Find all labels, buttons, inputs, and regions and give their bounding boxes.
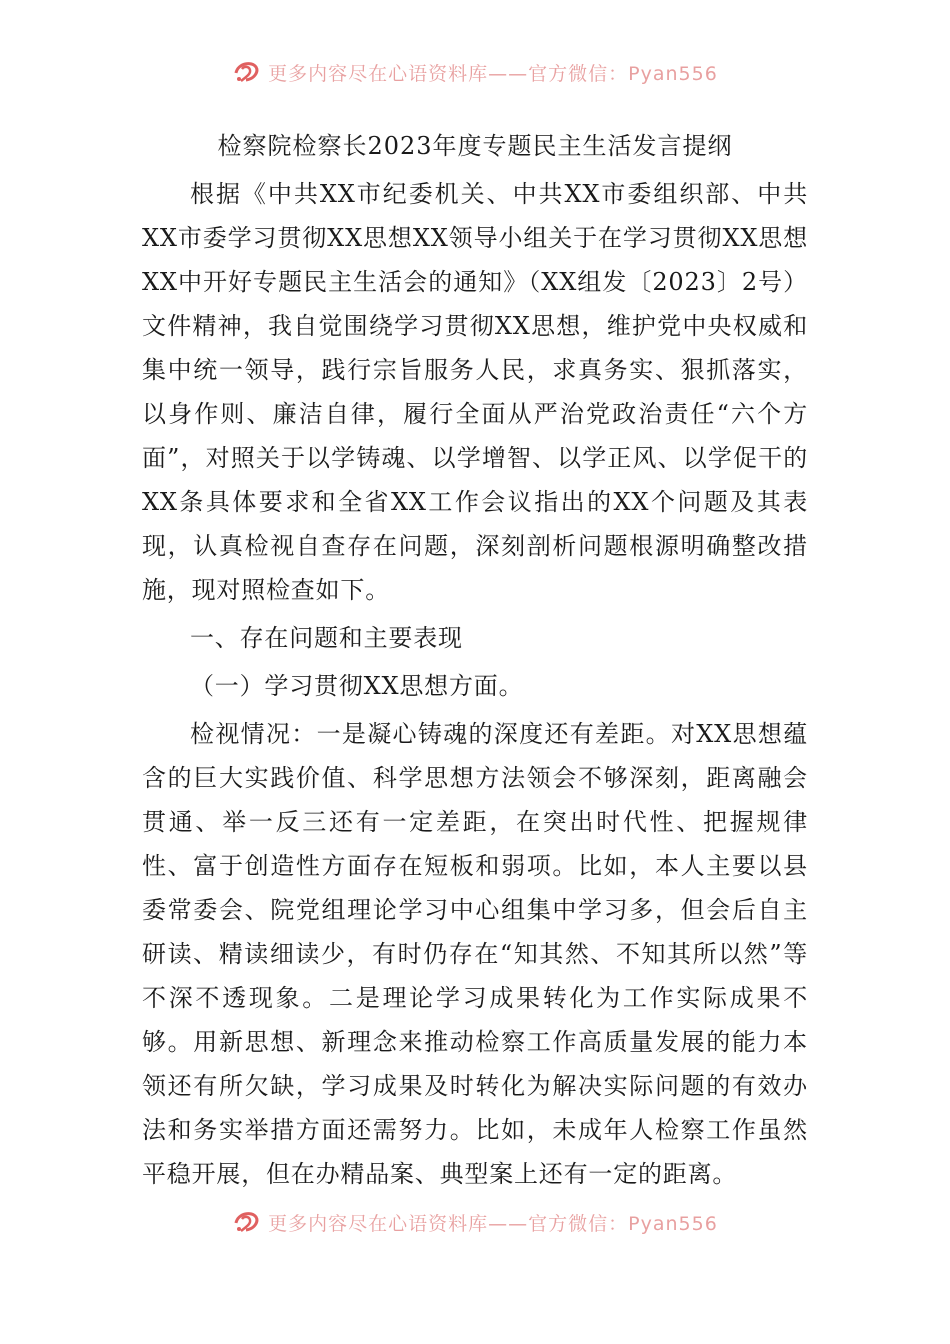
subsection-heading: （一）学习贯彻XX思想方面。	[190, 672, 524, 700]
watermark-text: 更多内容尽在心语资料库——官方微信：Pyan556	[268, 1212, 718, 1235]
section-heading: 一、存在问题和主要表现	[190, 624, 463, 652]
watermark-text: 更多内容尽在心语资料库——官方微信：Pyan556	[268, 62, 718, 85]
brand-logo-icon	[232, 59, 262, 85]
watermark-bottom	[0, 1202, 950, 1242]
intro-paragraph: 根据《中共XX市纪委机关、中共XX市委组织部、中共XX市委学习贯彻XX思想XX领导小组关于在学习贯彻XX思想XX中开好专题民主生活会的通知》（XX组发〔2023〕2号）文件精神，我自觉围绕学习贯彻XX思想，维护党中央权威和集中统一领导，践行宗旨服务人民，求真务实、狠抓落实，以身作则、廉洁自律，履行全面从严治党政治责任“六个方面”，对照关于以学铸魂、以学增智、以学正风、以学促干的XX条具体要求和全省XX工作会议指出的XX个问题及其表现，认真检视自查存在问题，深刻剖析问题根源明确整改措施，现对照检查如下。	[142, 180, 808, 604]
body-paragraph: 检视情况：一是凝心铸魂的深度还有差距。对XX思想蕴含的巨大实践价值、科学思想方法领会不够深刻，距离融会贯通、举一反三还有一定差距，在突出时代性、把握规律性、富于创造性方面存在短板和弱项。比如，本人主要以县委常委会、院党组理论学习中心组集中学习多，但会后自主研读、精读细读少，有时仍存在“知其然、不知其所以然”等不深不透现象。二是理论学习成果转化为工作实际成果不够。用新思想、新理念来推动检察工作高质量发展的能力本领还有所欠缺，学习成果及时转化为解决实际问题的有效办法和务实举措方面还需努力。比如，未成年人检察工作虽然平稳开展，但在办精品案、典型案上还有一定的距离。	[142, 720, 808, 1188]
watermark-top	[0, 52, 950, 92]
document-body	[142, 124, 808, 1196]
document-title: 检察院检察长2023年度专题民主生活发言提纲	[217, 132, 733, 160]
brand-logo-icon	[232, 1209, 262, 1235]
